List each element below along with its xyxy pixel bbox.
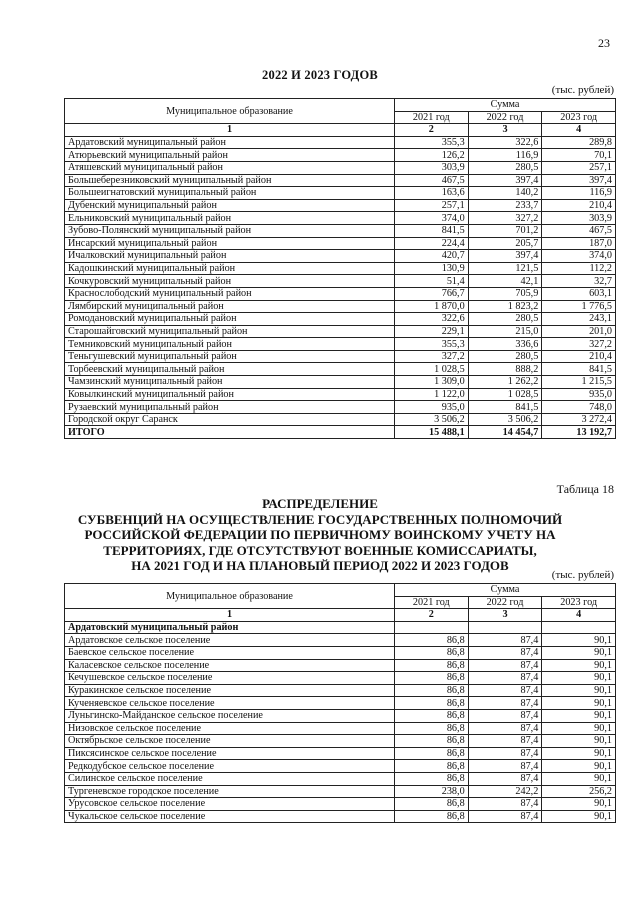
municipality-name: Ельниковский муниципальный район [65, 212, 395, 225]
value-2023: 90,1 [542, 672, 616, 685]
value-2023: 90,1 [542, 735, 616, 748]
table-row [65, 363, 616, 376]
value-2023: 90,1 [542, 684, 616, 697]
total-label: ИТОГО [65, 426, 395, 439]
table-row [65, 313, 616, 326]
group-row [65, 621, 616, 634]
municipality-name: Кученяевское сельское поселение [65, 697, 395, 710]
table-row [65, 735, 616, 748]
municipality-name: Атюрьевский муниципальный район [65, 149, 395, 162]
table-row [65, 810, 616, 823]
municipality-name: Баевское сельское поселение [65, 646, 395, 659]
table-row [65, 798, 616, 811]
value-2021: 86,8 [395, 810, 469, 823]
table-label: Таблица 18 [556, 482, 614, 496]
header-sum: Сумма [395, 99, 616, 112]
header-year-2023: 2023 год [542, 111, 616, 124]
value-2023: 257,1 [542, 161, 616, 174]
subsidy-table-2 [64, 583, 616, 823]
table-row [65, 772, 616, 785]
table-row [65, 659, 616, 672]
value-2021: 1 870,0 [395, 300, 469, 313]
municipality-name: Ардатовское сельское поселение [65, 634, 395, 647]
value-2021: 86,8 [395, 722, 469, 735]
municipality-name: Кадошкинский муниципальный район [65, 262, 395, 275]
value-2023: 748,0 [542, 401, 616, 414]
table-row [65, 760, 616, 773]
value-2022: 42,1 [468, 275, 542, 288]
table-row [65, 697, 616, 710]
table-body-1 [65, 136, 616, 426]
column-number: 4 [542, 124, 616, 137]
section2-heading [0, 496, 640, 574]
value-2023: 935,0 [542, 388, 616, 401]
municipality-name: Большеберезниковский муниципальный район [65, 174, 395, 187]
municipality-name: Зубово-Полянский муниципальный район [65, 224, 395, 237]
table-row [65, 709, 616, 722]
value-2022: 701,2 [468, 224, 542, 237]
value-2023: 374,0 [542, 250, 616, 263]
value-2023: 90,1 [542, 634, 616, 647]
value-2022: 1 262,2 [468, 376, 542, 389]
heading-line: РОССИЙСКОЙ ФЕДЕРАЦИИ ПО ПЕРВИЧНОМУ ВОИНСКОМУ УЧЕТУ НА [84, 527, 556, 543]
value-2023: 116,9 [542, 187, 616, 200]
table-row [65, 350, 616, 363]
municipality-name: Рузаевский муниципальный район [65, 401, 395, 414]
value-2022: 242,2 [468, 785, 542, 798]
table-body-2 [65, 621, 616, 823]
value-2022: 87,4 [468, 659, 542, 672]
value-2021: 130,9 [395, 262, 469, 275]
section1-heading: 2022 И 2023 ГОДОВ [262, 68, 378, 82]
value-2021: 86,8 [395, 798, 469, 811]
value-2022: 3 506,2 [468, 413, 542, 426]
value-2022: 888,2 [468, 363, 542, 376]
table-row [65, 161, 616, 174]
table-row [65, 174, 616, 187]
header-sum: Сумма [395, 584, 616, 597]
municipality-name: Старошайговский муниципальный район [65, 325, 395, 338]
value-2022: 87,4 [468, 760, 542, 773]
value-2021: 224,4 [395, 237, 469, 250]
value-2022: 841,5 [468, 401, 542, 414]
value-2022: 87,4 [468, 672, 542, 685]
value-2022: 116,9 [468, 149, 542, 162]
table-row [65, 413, 616, 426]
total-row [65, 426, 616, 439]
table-row [65, 401, 616, 414]
value-2023: 397,4 [542, 174, 616, 187]
value-2022: 1 823,2 [468, 300, 542, 313]
table-row [65, 325, 616, 338]
header-year-2023: 2023 год [542, 596, 616, 609]
value-2021: 766,7 [395, 287, 469, 300]
value-2021: 841,5 [395, 224, 469, 237]
value-2021: 327,2 [395, 350, 469, 363]
table-row [65, 212, 616, 225]
subsidy-table-1 [64, 98, 616, 439]
value-2023: 90,1 [542, 709, 616, 722]
value-2021: 3 506,2 [395, 413, 469, 426]
page-number: 23 [598, 36, 610, 50]
value-2022: 87,4 [468, 735, 542, 748]
column-number: 3 [468, 124, 542, 137]
value-2021: 86,8 [395, 760, 469, 773]
table-row [65, 376, 616, 389]
value-2023: 187,0 [542, 237, 616, 250]
value-2022: 280,5 [468, 350, 542, 363]
column-number: 1 [65, 609, 395, 622]
table-row [65, 224, 616, 237]
municipality-name: Редкодубское сельское поселение [65, 760, 395, 773]
value-2023: 3 272,4 [542, 413, 616, 426]
table-row [65, 747, 616, 760]
value-2021: 86,8 [395, 646, 469, 659]
value-2022: 705,9 [468, 287, 542, 300]
heading-line: НА 2021 ГОД И НА ПЛАНОВЫЙ ПЕРИОД 2022 И 2023 ГОДОВ [131, 558, 509, 574]
total-2023: 13 192,7 [542, 426, 616, 439]
value-2021: 467,5 [395, 174, 469, 187]
value-2023: 1 776,5 [542, 300, 616, 313]
table-row [65, 199, 616, 212]
value-2021: 238,0 [395, 785, 469, 798]
municipality-name: Луньгинско-Майданское сельское поселение [65, 709, 395, 722]
municipality-name: Пиксясинское сельское поселение [65, 747, 395, 760]
value-2021: 257,1 [395, 199, 469, 212]
municipality-name: Кочкуровский муниципальный район [65, 275, 395, 288]
value-2021: 86,8 [395, 634, 469, 647]
value-2023: 90,1 [542, 659, 616, 672]
value-2023: 90,1 [542, 747, 616, 760]
header-municipality: Муниципальное образование [65, 99, 395, 124]
heading-line: ТЕРРИТОРИЯХ, ГДЕ ОТСУТСТВУЮТ ВОЕННЫЕ КОМИССАРИАТЫ, [103, 542, 537, 558]
value-2021: 420,7 [395, 250, 469, 263]
value-2023: 327,2 [542, 338, 616, 351]
value-2022: 280,5 [468, 313, 542, 326]
value-2022: 205,7 [468, 237, 542, 250]
column-number: 2 [395, 609, 469, 622]
value-2021: 51,4 [395, 275, 469, 288]
value-2023: 90,1 [542, 772, 616, 785]
municipality-name: Ковылкинский муниципальный район [65, 388, 395, 401]
value-2023: 70,1 [542, 149, 616, 162]
municipality-name: Силинское сельское поселение [65, 772, 395, 785]
table-row [65, 300, 616, 313]
value-2023: 90,1 [542, 810, 616, 823]
value-2023: 201,0 [542, 325, 616, 338]
table-row [65, 250, 616, 263]
column-number: 1 [65, 124, 395, 137]
municipality-name: Темниковский муниципальный район [65, 338, 395, 351]
municipality-name: Торбеевский муниципальный район [65, 363, 395, 376]
value-2021: 86,8 [395, 772, 469, 785]
municipality-name: Низовское сельское поселение [65, 722, 395, 735]
value-2021: 86,8 [395, 747, 469, 760]
value-2021: 1 122,0 [395, 388, 469, 401]
municipality-name: Краснослободский муниципальный район [65, 287, 395, 300]
table-row [65, 136, 616, 149]
municipality-name: Урусовское сельское поселение [65, 798, 395, 811]
municipality-name: Кечушевское сельское поселение [65, 672, 395, 685]
value-2021: 935,0 [395, 401, 469, 414]
table-row [65, 275, 616, 288]
value-2023: 243,1 [542, 313, 616, 326]
municipality-name: Ромодановский муниципальный район [65, 313, 395, 326]
value-2023: 289,8 [542, 136, 616, 149]
section2-units: (тыс. рублей) [551, 569, 614, 581]
value-2022: 87,4 [468, 684, 542, 697]
column-number: 2 [395, 124, 469, 137]
table-row [65, 388, 616, 401]
heading-line: РАСПРЕДЕЛЕНИЕ [262, 496, 378, 511]
value-2022: 87,4 [468, 646, 542, 659]
value-2022: 322,6 [468, 136, 542, 149]
table-row [65, 684, 616, 697]
value-2022: 327,2 [468, 212, 542, 225]
value-2021: 355,3 [395, 136, 469, 149]
municipality-name: Октябрьское сельское поселение [65, 735, 395, 748]
municipality-name: Атяшевский муниципальный район [65, 161, 395, 174]
value-2022: 233,7 [468, 199, 542, 212]
value-2022: 87,4 [468, 697, 542, 710]
value-2021: 303,9 [395, 161, 469, 174]
value-2022: 87,4 [468, 722, 542, 735]
value-2022: 397,4 [468, 174, 542, 187]
table-row [65, 634, 616, 647]
municipality-name: Тургеневское городское поселение [65, 785, 395, 798]
value-2022: 87,4 [468, 772, 542, 785]
header-year-2021: 2021 год [395, 596, 469, 609]
value-2022: 87,4 [468, 709, 542, 722]
value-2021: 126,2 [395, 149, 469, 162]
value-2023: 90,1 [542, 722, 616, 735]
value-2021: 86,8 [395, 684, 469, 697]
value-2021: 229,1 [395, 325, 469, 338]
municipality-name: Чамзинский муниципальный район [65, 376, 395, 389]
value-2022: 397,4 [468, 250, 542, 263]
municipality-name: Ардатовский муниципальный район [65, 136, 395, 149]
total-2022: 14 454,7 [468, 426, 542, 439]
municipality-name: Куракинское сельское поселение [65, 684, 395, 697]
section1-units: (тыс. рублей) [551, 84, 614, 96]
value-2021: 1 028,5 [395, 363, 469, 376]
value-2023: 32,7 [542, 275, 616, 288]
value-2023: 112,2 [542, 262, 616, 275]
value-2022: 280,5 [468, 161, 542, 174]
value-2023: 303,9 [542, 212, 616, 225]
table-row [65, 287, 616, 300]
value-2022: 87,4 [468, 747, 542, 760]
total-2021: 15 488,1 [395, 426, 469, 439]
municipality-name: Ичалковский муниципальный район [65, 250, 395, 263]
value-2022: 87,4 [468, 798, 542, 811]
value-2022: 121,5 [468, 262, 542, 275]
value-2023: 603,1 [542, 287, 616, 300]
value-2022: 140,2 [468, 187, 542, 200]
value-2021: 163,6 [395, 187, 469, 200]
municipality-name: Каласевское сельское поселение [65, 659, 395, 672]
value-2023: 210,4 [542, 199, 616, 212]
header-municipality: Муниципальное образование [65, 584, 395, 609]
table-row [65, 149, 616, 162]
value-2023: 90,1 [542, 798, 616, 811]
value-2022: 336,6 [468, 338, 542, 351]
header-year-2022: 2022 год [468, 111, 542, 124]
heading-line: СУБВЕНЦИЙ НА ОСУЩЕСТВЛЕНИЕ ГОСУДАРСТВЕННЫХ ПОЛНОМОЧИЙ [77, 511, 563, 527]
municipality-name: Городской округ Саранск [65, 413, 395, 426]
municipality-name: Дубенский муниципальный район [65, 199, 395, 212]
table-row [65, 646, 616, 659]
table-row [65, 722, 616, 735]
value-2022: 87,4 [468, 810, 542, 823]
value-2021: 322,6 [395, 313, 469, 326]
column-number: 4 [542, 609, 616, 622]
municipality-name: Лямбирский муниципальный район [65, 300, 395, 313]
value-2023: 90,1 [542, 646, 616, 659]
value-2021: 86,8 [395, 672, 469, 685]
value-2023: 256,2 [542, 785, 616, 798]
value-2021: 355,3 [395, 338, 469, 351]
value-2021: 86,8 [395, 735, 469, 748]
value-2023: 467,5 [542, 224, 616, 237]
value-2023: 90,1 [542, 760, 616, 773]
header-year-2021: 2021 год [395, 111, 469, 124]
table-row [65, 262, 616, 275]
value-2023: 90,1 [542, 697, 616, 710]
municipality-name: Инсарский муниципальный район [65, 237, 395, 250]
table-row [65, 785, 616, 798]
value-2022: 1 028,5 [468, 388, 542, 401]
municipality-name: Большеигнатовский муниципальный район [65, 187, 395, 200]
value-2022: 87,4 [468, 634, 542, 647]
municipality-name: Чукальское сельское поселение [65, 810, 395, 823]
value-2021: 374,0 [395, 212, 469, 225]
value-2023: 841,5 [542, 363, 616, 376]
table-row [65, 338, 616, 351]
value-2021: 1 309,0 [395, 376, 469, 389]
value-2021: 86,8 [395, 697, 469, 710]
table-row [65, 187, 616, 200]
value-2023: 1 215,5 [542, 376, 616, 389]
value-2022: 215,0 [468, 325, 542, 338]
table-row [65, 672, 616, 685]
table-row [65, 237, 616, 250]
value-2021: 86,8 [395, 659, 469, 672]
value-2021: 86,8 [395, 709, 469, 722]
header-year-2022: 2022 год [468, 596, 542, 609]
municipality-name: Теньгушевский муниципальный район [65, 350, 395, 363]
value-2023: 210,4 [542, 350, 616, 363]
column-number: 3 [468, 609, 542, 622]
group-label: Ардатовский муниципальный район [65, 621, 395, 634]
